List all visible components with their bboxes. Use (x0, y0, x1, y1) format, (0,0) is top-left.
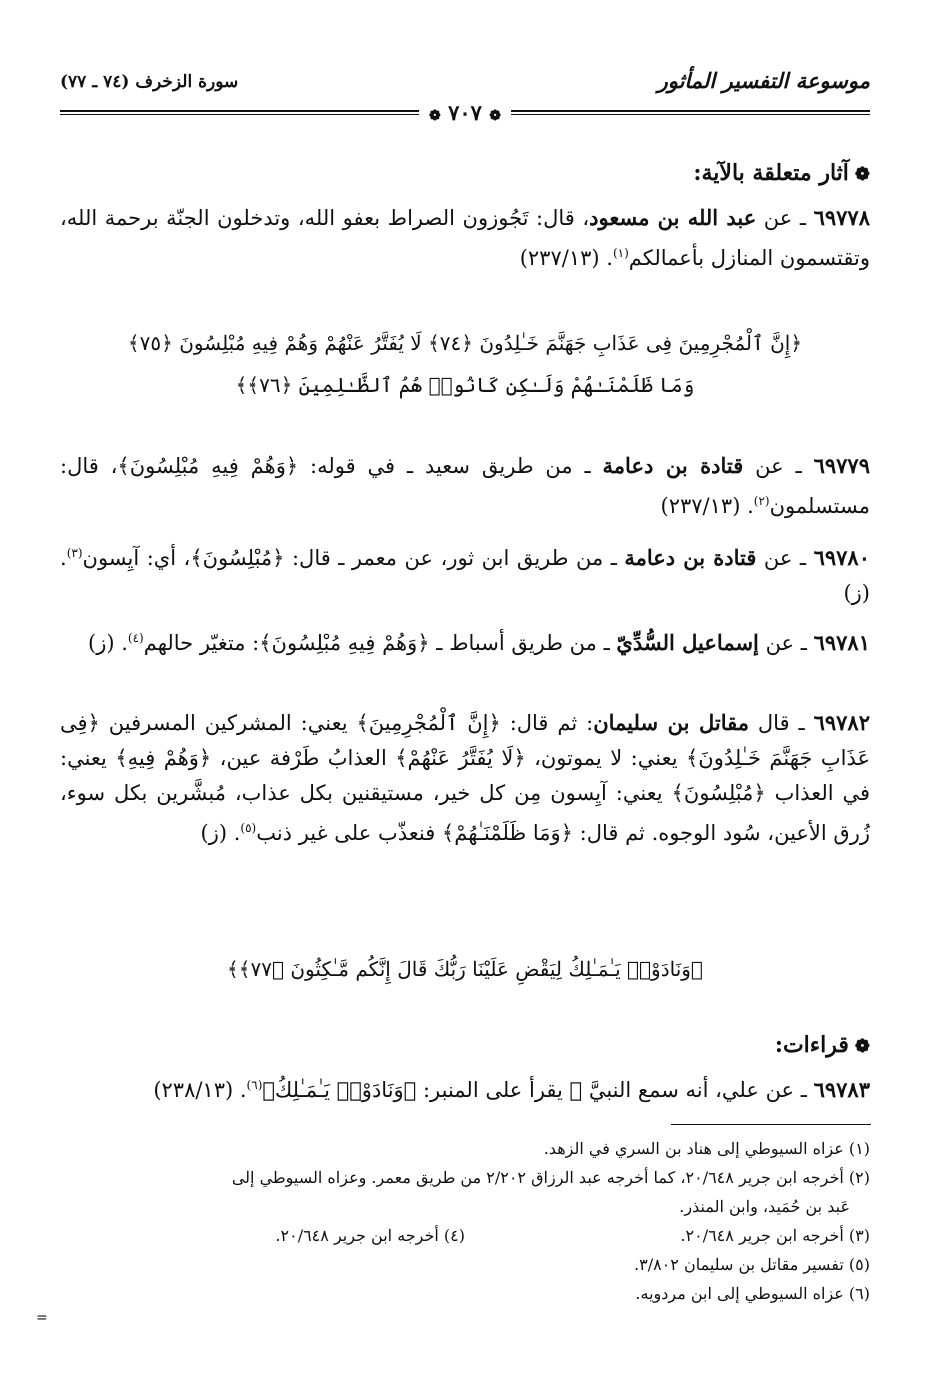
athar-number: ٦٩٧٨١ (813, 630, 870, 655)
athar-number: ٦٩٧٧٨ (813, 205, 870, 230)
volume-reference: . (٢٣٨/١٣) (153, 1078, 247, 1102)
footnote-item: (٢) أخرجه ابن جرير ٢٠/٦٤٨، كما أخرجه عبد الرزاق ٢/٢٠٢ من طريق معمر. وعزاه السيوطي إلى (231, 1168, 870, 1187)
footnote-item: (١) عزاه السيوطي إلى هناد بن السري في الزهد. (543, 1139, 870, 1158)
section-heading-athar (60, 156, 870, 192)
athar-text: ـ عن (758, 631, 814, 655)
quran-verse-block (60, 948, 870, 990)
athar-text: ـ من طريق أسباط ـ ﴿وَهُمْ فِيهِ مُبْلِسُونَ﴾: متغيّر حالهم (143, 631, 617, 655)
footnote-ref[interactable]: (٣) (66, 546, 83, 560)
athar-text: ـ من طريق سعيد ـ في قوله: ﴿وَهُمْ فِيهِ مُبْلِسُونَ﴾، قال: مستسلمون (60, 454, 870, 518)
verse-line: ﴿إِنَّ ٱلْمُجْرِمِينَ فِى عَذَابِ جَهَنَّمَ خَـٰلِدُونَ ﴿٧٤﴾ لَا يُفَتَّرُ عَنْهُمْ وَهُمْ فِيهِ مُبْلِسُونَ ﴿٧٥﴾ (127, 331, 803, 355)
athar-text: ـ من طريق ابن ثور، عن معمر ـ قال: ﴿مُبْلِسُونَ﴾، أي: آيِسون (82, 546, 625, 570)
qiraah-paragraph (60, 1068, 870, 1108)
page-number: ٧٠٧ (448, 100, 482, 125)
footnotes (60, 1134, 870, 1308)
footnote-item: (٦) عزاه السيوطي إلى ابن مردويه. (635, 1284, 870, 1303)
footnote-ref[interactable]: (٦) (246, 1078, 263, 1092)
narrator-name: عبد الله بن مسعود (589, 205, 757, 230)
narrator-name: قتادة بن دعامة (602, 453, 744, 478)
footnote-ref[interactable]: (٥) (240, 821, 257, 835)
volume-reference: . (ز) (200, 821, 241, 845)
athar-paragraph (60, 200, 870, 276)
section-heading-text: قراءات: (774, 1032, 849, 1058)
footnote-item: (٤) أخرجه ابن جرير ٢٠/٦٤٨. (275, 1226, 465, 1245)
athar-number: ٦٩٧٧٩ (813, 453, 870, 478)
footnote-item: (٣) أخرجه ابن جرير ٢٠/٦٤٨. (680, 1226, 870, 1245)
athar-text: ـ عن (756, 546, 814, 570)
verse-line: ﴿وَنَادَوْا۟ يَـٰمَـٰلِكُ لِيَقْضِ عَلَيْنَا رَبُّكَ قَالَ إِنَّكُم مَّـٰكِثُونَ ﴿٧٧﴾﴾ (227, 957, 703, 981)
athar-number: ٦٩٧٨٣ (813, 1077, 870, 1102)
volume-reference: . (٢٣٧/١٣) (519, 246, 613, 270)
athar-text: ـ عن (743, 454, 814, 478)
footnote-ref[interactable]: (٢) (753, 494, 770, 508)
page-header (60, 66, 870, 125)
footnote-ref[interactable]: (١) (612, 246, 629, 260)
ornament-icon: ❁ (429, 108, 441, 124)
page-number-box (419, 100, 511, 125)
volume-reference: . (ز) (60, 546, 870, 605)
ornament-icon: ❁ (489, 108, 501, 124)
book-title: موسوعة التفسير المأثور (657, 68, 870, 93)
athar-paragraph (60, 536, 870, 611)
narrator-name: قتادة بن دعامة (624, 545, 757, 570)
footnote-item: (٥) تفسير مقاتل بن سليمان ٣/٨٠٢. (634, 1255, 870, 1274)
footnote-row-split (60, 1221, 870, 1250)
athar-paragraph (60, 448, 870, 524)
volume-reference: . (ز) (88, 631, 128, 655)
flower-ornament-icon: ❁ (854, 1036, 870, 1057)
narrator-name: مقاتل بن سليمان (593, 710, 749, 735)
athar-text: ، قال: تَجُوزون الصراط بعفو الله، وتدخلون الجنّة برحمة الله، وتقتسمون المنازل بأعمالكم (60, 206, 870, 270)
footnote-ref[interactable]: (٤) (127, 631, 144, 645)
athar-number: ٦٩٧٨٠ (813, 545, 870, 570)
athar-text: : ثم قال: ﴿إِنَّ ٱلْمُجْرِمِينَ﴾ يعني: المشركين المسرفين ﴿فِى عَذَابِ جَهَنَّمَ خَـٰلِدُونَ﴾ يعني: لا يموتون، ﴿لَا يُفَتَّرُ عَنْهُمْ﴾ العذابُ طَرْفة عين، ﴿وَهُمْ فِيهِ﴾ يعني: في العذاب ﴿مُبْلِسُونَ﴾ يعني: آيِسون مِن كل خير، مستيقنين بكل عذاب، مُبشَّرين بكل سوء، زُرق الأعين، سُود الوجوه. ثم قال: ﴿وَمَا ظَلَمْنَـٰهُمْ﴾ فنعذّب على غير ذنب (60, 711, 870, 845)
athar-text: ـ قال (749, 711, 814, 735)
athar-text: ـ عن (756, 206, 814, 230)
section-heading-qiraat (60, 1028, 870, 1064)
footnote-separator (671, 1124, 871, 1125)
verse-line: وَمَا ظَلَمْنَـٰهُمْ وَلَـٰكِن كَانُوا۟ هُمُ ٱلظَّـٰلِمِينَ ﴿٧٦﴾﴾ (235, 373, 695, 397)
athar-text: ـ عن علي، أنه سمع النبيَّ ﷺ يقرأ على المنبر: ﴿وَنَادَوْا۟ يَـٰمَـٰلِكُ﴾ (262, 1078, 814, 1102)
surah-reference: سورة الزخرف (٧٤ ـ ٧٧) (60, 72, 239, 92)
narrator-name: إسماعيل السُّدِّيّ (616, 630, 759, 655)
athar-paragraph (60, 705, 870, 851)
margin-mark: = (36, 1310, 48, 1326)
footnote-item-continued: عَبد بن حُمَيد، وابن المنذر. (679, 1197, 850, 1216)
volume-reference: . (٢٣٧/١٣) (660, 494, 754, 518)
quran-verse-block (60, 322, 870, 406)
athar-number: ٦٩٧٨٢ (813, 710, 870, 735)
athar-paragraph (60, 621, 870, 661)
flower-ornament-icon: ❁ (854, 164, 870, 185)
section-heading-text: آثار متعلقة بالآية: (693, 160, 849, 186)
